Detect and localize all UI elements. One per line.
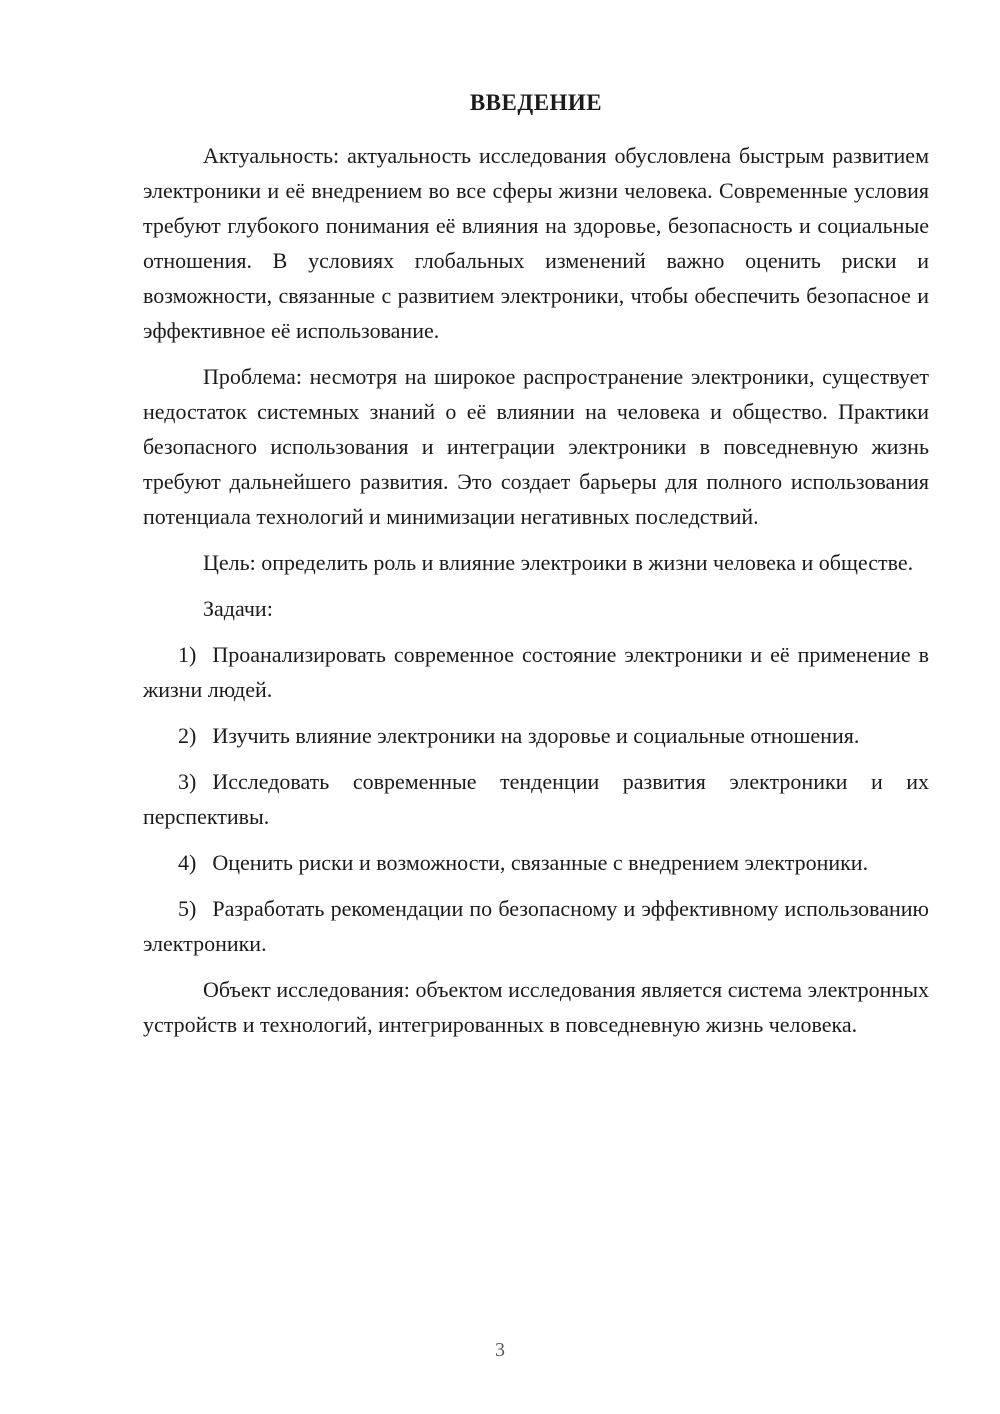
task-number-1: 1) (178, 642, 197, 667)
page-number: 3 (495, 1339, 505, 1361)
paragraph-tasks-label: Задачи: (203, 596, 273, 621)
paragraph-object: Объект исследования: объектом исследования является система электронных устройств и технологий, интегрированных в повседневную жизнь человека. (143, 977, 929, 1037)
page-title: ВВЕДЕНИЕ (469, 90, 603, 115)
task-number-4: 4) (178, 850, 197, 875)
paragraph-problem: Проблема: несмотря на широкое распространение электроники, существует недостаток системных знаний о её влиянии на человека и общество. Практики безопасного использования и интеграции электроники в повседневную жизнь требуют дальнейшего развития. Это создает барьеры для полного использования потенциала технологий и минимизации негативных последствий. (143, 364, 929, 529)
task-item-5 (143, 891, 929, 961)
paragraph-relevance: Актуальность: актуальность исследования обусловлена быстрым развитием электроники и её внедрением во все сферы жизни человека. Современные условия требуют глубокого понимания её влияния на здоровье, безопасность и социальные отношения. В условиях глобальных изменений важно оценить риски и возможности, связанные с развитием электроники, чтобы обеспечить безопасное и эффективное её использование. (143, 143, 929, 343)
task-text-3: Исследовать современные тенденции развития электроники и их перспективы. (143, 769, 929, 829)
task-item-2 (143, 718, 929, 753)
task-text-4: Оценить риски и возможности, связанные с внедрением электроники. (212, 850, 869, 875)
task-item-3 (143, 764, 929, 834)
task-number-2: 2) (178, 723, 197, 748)
task-text-5: Разработать рекомендации по безопасному и эффективному использованию электроники. (143, 896, 929, 956)
task-item-1 (143, 637, 929, 707)
task-item-4 (143, 845, 929, 880)
task-number-3: 3) (178, 769, 197, 794)
task-text-1: Проанализировать современное состояние электроники и её применение в жизни людей. (143, 642, 929, 702)
task-text-2: Изучить влияние электроники на здоровье и социальные отношения. (212, 723, 860, 748)
task-number-5: 5) (178, 896, 197, 921)
paragraph-goal: Цель: определить роль и влияние электроики в жизни человека и обществе. (203, 550, 914, 575)
